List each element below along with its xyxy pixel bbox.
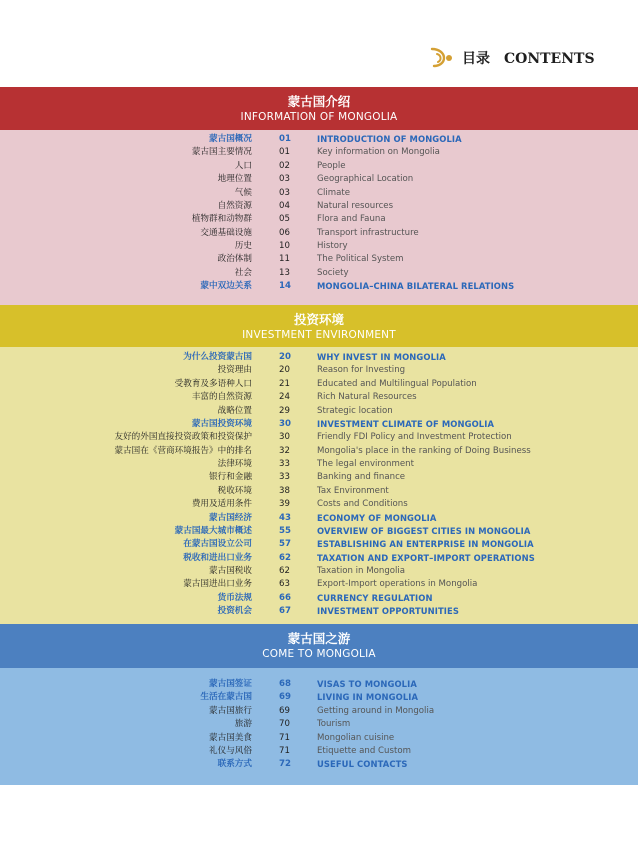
toc-entry[interactable]	[0, 732, 638, 745]
toc-entry[interactable]	[0, 213, 638, 226]
toc-entry-page: 63	[279, 579, 290, 590]
toc-entry-title-en: Strategic location	[317, 405, 393, 416]
toc-entry[interactable]	[0, 458, 638, 471]
toc-entry-title-en: ESTABLISHING AN ENTERPRISE IN MONGOLIA	[317, 539, 534, 550]
toc-entry-page: 68	[279, 679, 291, 689]
toc-entry[interactable]	[0, 240, 638, 253]
toc-entry[interactable]	[0, 253, 638, 266]
toc-entry[interactable]	[0, 364, 638, 377]
toc-entry-page: 30	[279, 432, 290, 443]
toc-entry-title-zh: 受教育及多语种人口	[174, 378, 252, 389]
toc-entry-title-zh: 银行和金融	[209, 472, 252, 483]
toc-entry-title-zh: 社会	[234, 267, 252, 278]
toc-entry-page: 20	[279, 365, 290, 376]
toc-entry-title-en: Taxation in Mongolia	[317, 566, 406, 577]
toc-entry-page: 11	[279, 254, 290, 265]
toc-entry[interactable]	[0, 565, 638, 578]
toc-entry[interactable]	[0, 592, 638, 605]
toc-entry-title-zh: 蒙古国签证	[209, 679, 252, 689]
page-title: 目录 CONTENTS	[462, 51, 595, 67]
toc-entry[interactable]	[0, 498, 638, 511]
section-title-zh: 蒙古国之游	[287, 631, 351, 646]
toc-entry-title-zh: 蒙古国主要情况	[191, 147, 252, 158]
toc-entry-title-en: Flora and Fauna	[317, 214, 386, 225]
toc-entry[interactable]	[0, 267, 638, 280]
toc-entry-page: 05	[279, 214, 290, 225]
toc-entry-page: 57	[279, 539, 291, 550]
toc-entry-title-zh: 蒙古国税收	[209, 566, 252, 577]
toc-entry-title-en: Transport infrastructure	[317, 227, 419, 238]
toc-entry-page: 72	[279, 759, 291, 770]
toc-entry[interactable]	[0, 391, 638, 404]
toc-entry-page: 14	[279, 281, 291, 292]
toc-entry-title-zh: 友好的外国直接投资政策和投资保护	[114, 432, 252, 443]
toc-entry[interactable]	[0, 280, 638, 293]
toc-entry-page: 33	[279, 459, 290, 470]
toc-entry-page: 67	[279, 606, 291, 617]
toc-entry-page: 39	[279, 499, 290, 510]
toc-entry[interactable]	[0, 227, 638, 240]
toc-entry-title-en: Rich Natural Resources	[317, 392, 417, 403]
toc-entry-title-en: History	[317, 241, 348, 252]
section-header-information	[0, 87, 638, 130]
toc-entry-title-en: INVESTMENT OPPORTUNITIES	[317, 606, 459, 617]
toc-entry-title-en: OVERVIEW OF BIGGEST CITIES IN MONGOLIA	[317, 525, 531, 536]
toc-entry-title-zh: 蒙古国最大城市概述	[174, 525, 252, 536]
toc-entry-page: 62	[279, 552, 291, 563]
toc-entry-title-en: Natural resources	[317, 200, 394, 211]
toc-entry-title-en: ECONOMY OF MONGOLIA	[317, 512, 437, 523]
toc-entry-title-en: Geographical Location	[317, 174, 414, 185]
section-header-travel	[0, 624, 638, 668]
toc-entry-title-zh: 交通基础设施	[200, 227, 252, 238]
toc-entry-page: 71	[279, 732, 290, 743]
toc-entry-page: 02	[279, 160, 290, 171]
toc-entry-title-zh: 旅游	[234, 719, 252, 730]
toc-entry-page: 03	[279, 174, 290, 185]
toc-entry[interactable]	[0, 431, 638, 444]
toc-entry[interactable]	[0, 678, 638, 691]
toc-entry-title-en: Etiquette and Custom	[317, 745, 411, 756]
toc-entry[interactable]	[0, 538, 638, 551]
toc-entry-title-zh: 费用及适用条件	[191, 499, 252, 510]
toc-entry-page: 69	[279, 692, 291, 703]
toc-entry[interactable]	[0, 745, 638, 758]
toc-entry-title-en: Tourism	[317, 719, 351, 730]
toc-entry-title-en: The legal environment	[317, 459, 414, 470]
section-title-en: INFORMATION OF MONGOLIA	[240, 111, 398, 123]
toc-entry-page: 62	[279, 566, 290, 577]
toc-entry-title-en: Getting around in Mongolia	[317, 705, 435, 716]
toc-entry-title-en: Mongolia's place in the ranking of Doing Business	[317, 445, 531, 456]
toc-entry[interactable]	[0, 512, 638, 525]
toc-entry-title-en: Banking and finance	[317, 472, 406, 483]
toc-entry[interactable]	[0, 133, 638, 146]
toc-entry-page: 33	[279, 472, 290, 483]
toc-entry[interactable]	[0, 160, 638, 173]
toc-entry-title-zh: 生活在蒙古国	[200, 692, 252, 703]
toc-entry-title-zh: 为什么投资蒙古国	[183, 352, 252, 362]
toc-entry-title-zh: 蒙古国概况	[209, 134, 252, 144]
toc-entry[interactable]	[0, 445, 638, 458]
toc-entry-page: 66	[279, 592, 291, 603]
toc-entry-title-en: WHY INVEST IN MONGOLIA	[317, 352, 446, 362]
toc-entry-page: 03	[279, 187, 290, 198]
toc-entry[interactable]	[0, 605, 638, 618]
toc-entry-title-zh: 蒙古国美食	[209, 732, 252, 743]
toc-entry-title-zh: 人口	[234, 160, 252, 171]
toc-entry-page: 55	[279, 525, 291, 536]
toc-entry-title-en: Climate	[317, 187, 351, 198]
toc-entry-title-en: People	[317, 160, 346, 171]
toc-entry[interactable]	[0, 378, 638, 391]
toc-entry-title-en: USEFUL CONTACTS	[317, 759, 408, 770]
section-title-en: COME TO MONGOLIA	[262, 648, 376, 660]
toc-entry-title-zh: 气候	[234, 187, 252, 198]
toc-entry[interactable]	[0, 552, 638, 565]
toc-entry[interactable]	[0, 200, 638, 213]
toc-entry[interactable]	[0, 187, 638, 200]
toc-entry[interactable]	[0, 405, 638, 418]
toc-entry-title-zh: 联系方式	[217, 759, 252, 770]
toc-entry-title-en: LIVING IN MONGOLIA	[317, 692, 419, 703]
toc-entry-title-en: Educated and Multilingual Population	[317, 378, 477, 389]
toc-entry-title-zh: 投资机会	[217, 606, 252, 617]
toc-entry[interactable]	[0, 578, 638, 591]
toc-entry-title-en: Reason for Investing	[317, 365, 406, 376]
toc-entry-title-en: TAXATION AND EXPORT–IMPORT OPERATIONS	[317, 552, 535, 563]
toc-entry-title-zh: 货币法规	[217, 592, 252, 603]
toc-entry-title-zh: 在蒙古国设立公司	[183, 539, 252, 550]
toc-entry-title-zh: 蒙古国投资环境	[191, 418, 252, 429]
toc-entry[interactable]	[0, 691, 638, 704]
toc-entry[interactable]	[0, 718, 638, 731]
toc-entry-title-en: Export-Import operations in Mongolia	[317, 579, 478, 590]
page-header	[0, 0, 638, 88]
toc-entry[interactable]	[0, 525, 638, 538]
toc-entry-page: 69	[279, 705, 290, 716]
toc-entry-title-en: Friendly FDI Policy and Investment Protection	[317, 432, 512, 443]
toc-entry-title-zh: 法律环境	[217, 459, 252, 470]
toc-entry-title-zh: 礼仪与风俗	[209, 745, 252, 756]
toc-entry[interactable]	[0, 758, 638, 771]
toc-entry-title-zh: 蒙中双边关系	[200, 281, 252, 292]
toc-entry-title-en: CURRENCY REGULATION	[317, 592, 433, 603]
toc-entry-page: 30	[279, 418, 291, 429]
toc-entry-title-en: INVESTMENT CLIMATE OF MONGOLIA	[317, 418, 495, 429]
section-title-en: INVESTMENT ENVIRONMENT	[242, 329, 396, 341]
toc-entry-page: 43	[279, 512, 291, 523]
toc-entry[interactable]	[0, 705, 638, 718]
toc-entry-title-en: The Political System	[317, 254, 404, 265]
toc-entry-title-zh: 战略位置	[217, 405, 252, 416]
toc-entry-page: 29	[279, 405, 290, 416]
toc-entry-title-en: VISAS TO MONGOLIA	[317, 679, 417, 689]
toc-entry-title-zh: 投资理由	[217, 365, 252, 376]
toc-entry-title-zh: 丰富的自然资源	[191, 392, 252, 403]
toc-entry[interactable]	[0, 351, 638, 364]
toc-entry-title-zh: 蒙古国在《营商环境报告》中的排名	[114, 445, 252, 456]
toc-entry-title-zh: 植物群和动物群	[191, 214, 252, 225]
toc-entry-page: 01	[279, 147, 290, 158]
toc-entry-title-en: Costs and Conditions	[317, 499, 408, 510]
toc-entry-title-en: Key information on Mongolia	[317, 147, 440, 158]
section-title-zh: 蒙古国介绍	[287, 94, 351, 109]
toc-entry[interactable]	[0, 173, 638, 186]
toc-entry-page: 01	[279, 134, 291, 144]
toc-entry-title-zh: 税收和进出口业务	[183, 552, 252, 563]
toc-entry-title-zh: 历史	[234, 241, 252, 252]
toc-entry-page: 24	[279, 392, 290, 403]
toc-entry-page: 10	[279, 241, 290, 252]
toc-entry-title-zh: 蒙古国进出口业务	[183, 579, 252, 590]
toc-entry-title-en: Tax Environment	[317, 485, 389, 496]
toc-entry-title-zh: 地理位置	[217, 174, 252, 185]
toc-entry-page: 70	[279, 719, 290, 730]
toc-entry[interactable]	[0, 485, 638, 498]
toc-entry-title-zh: 自然资源	[217, 200, 252, 211]
toc-entry-title-en: INTRODUCTION OF MONGOLIA	[317, 134, 462, 144]
gold-swirl-icon	[428, 44, 456, 72]
toc-entry-page: 06	[279, 227, 290, 238]
toc-entry-title-zh: 税收环境	[217, 485, 252, 496]
toc-entry-title-en: Society	[317, 267, 349, 278]
toc-entry[interactable]	[0, 471, 638, 484]
toc-entry-title-zh: 蒙古国经济	[209, 512, 252, 523]
toc-entry-page: 21	[279, 378, 290, 389]
section-title-zh: 投资环境	[293, 312, 344, 327]
toc-entry-page: 04	[279, 200, 290, 211]
toc-entry-page: 20	[279, 352, 291, 362]
section-header-investment	[0, 305, 638, 347]
toc-entry-page: 13	[279, 267, 290, 278]
toc-entry-page: 38	[279, 485, 290, 496]
toc-entry[interactable]	[0, 418, 638, 431]
toc-entry-title-zh: 蒙古国旅行	[209, 705, 252, 716]
toc-entry-page: 32	[279, 445, 290, 456]
toc-entry-title-zh: 政治体制	[217, 254, 252, 265]
toc-entry[interactable]	[0, 146, 638, 159]
toc-entry-page: 71	[279, 745, 290, 756]
toc-entry-title-en: MONGOLIA–CHINA BILATERAL RELATIONS	[317, 281, 515, 292]
toc-entry-title-en: Mongolian cuisine	[317, 732, 395, 743]
